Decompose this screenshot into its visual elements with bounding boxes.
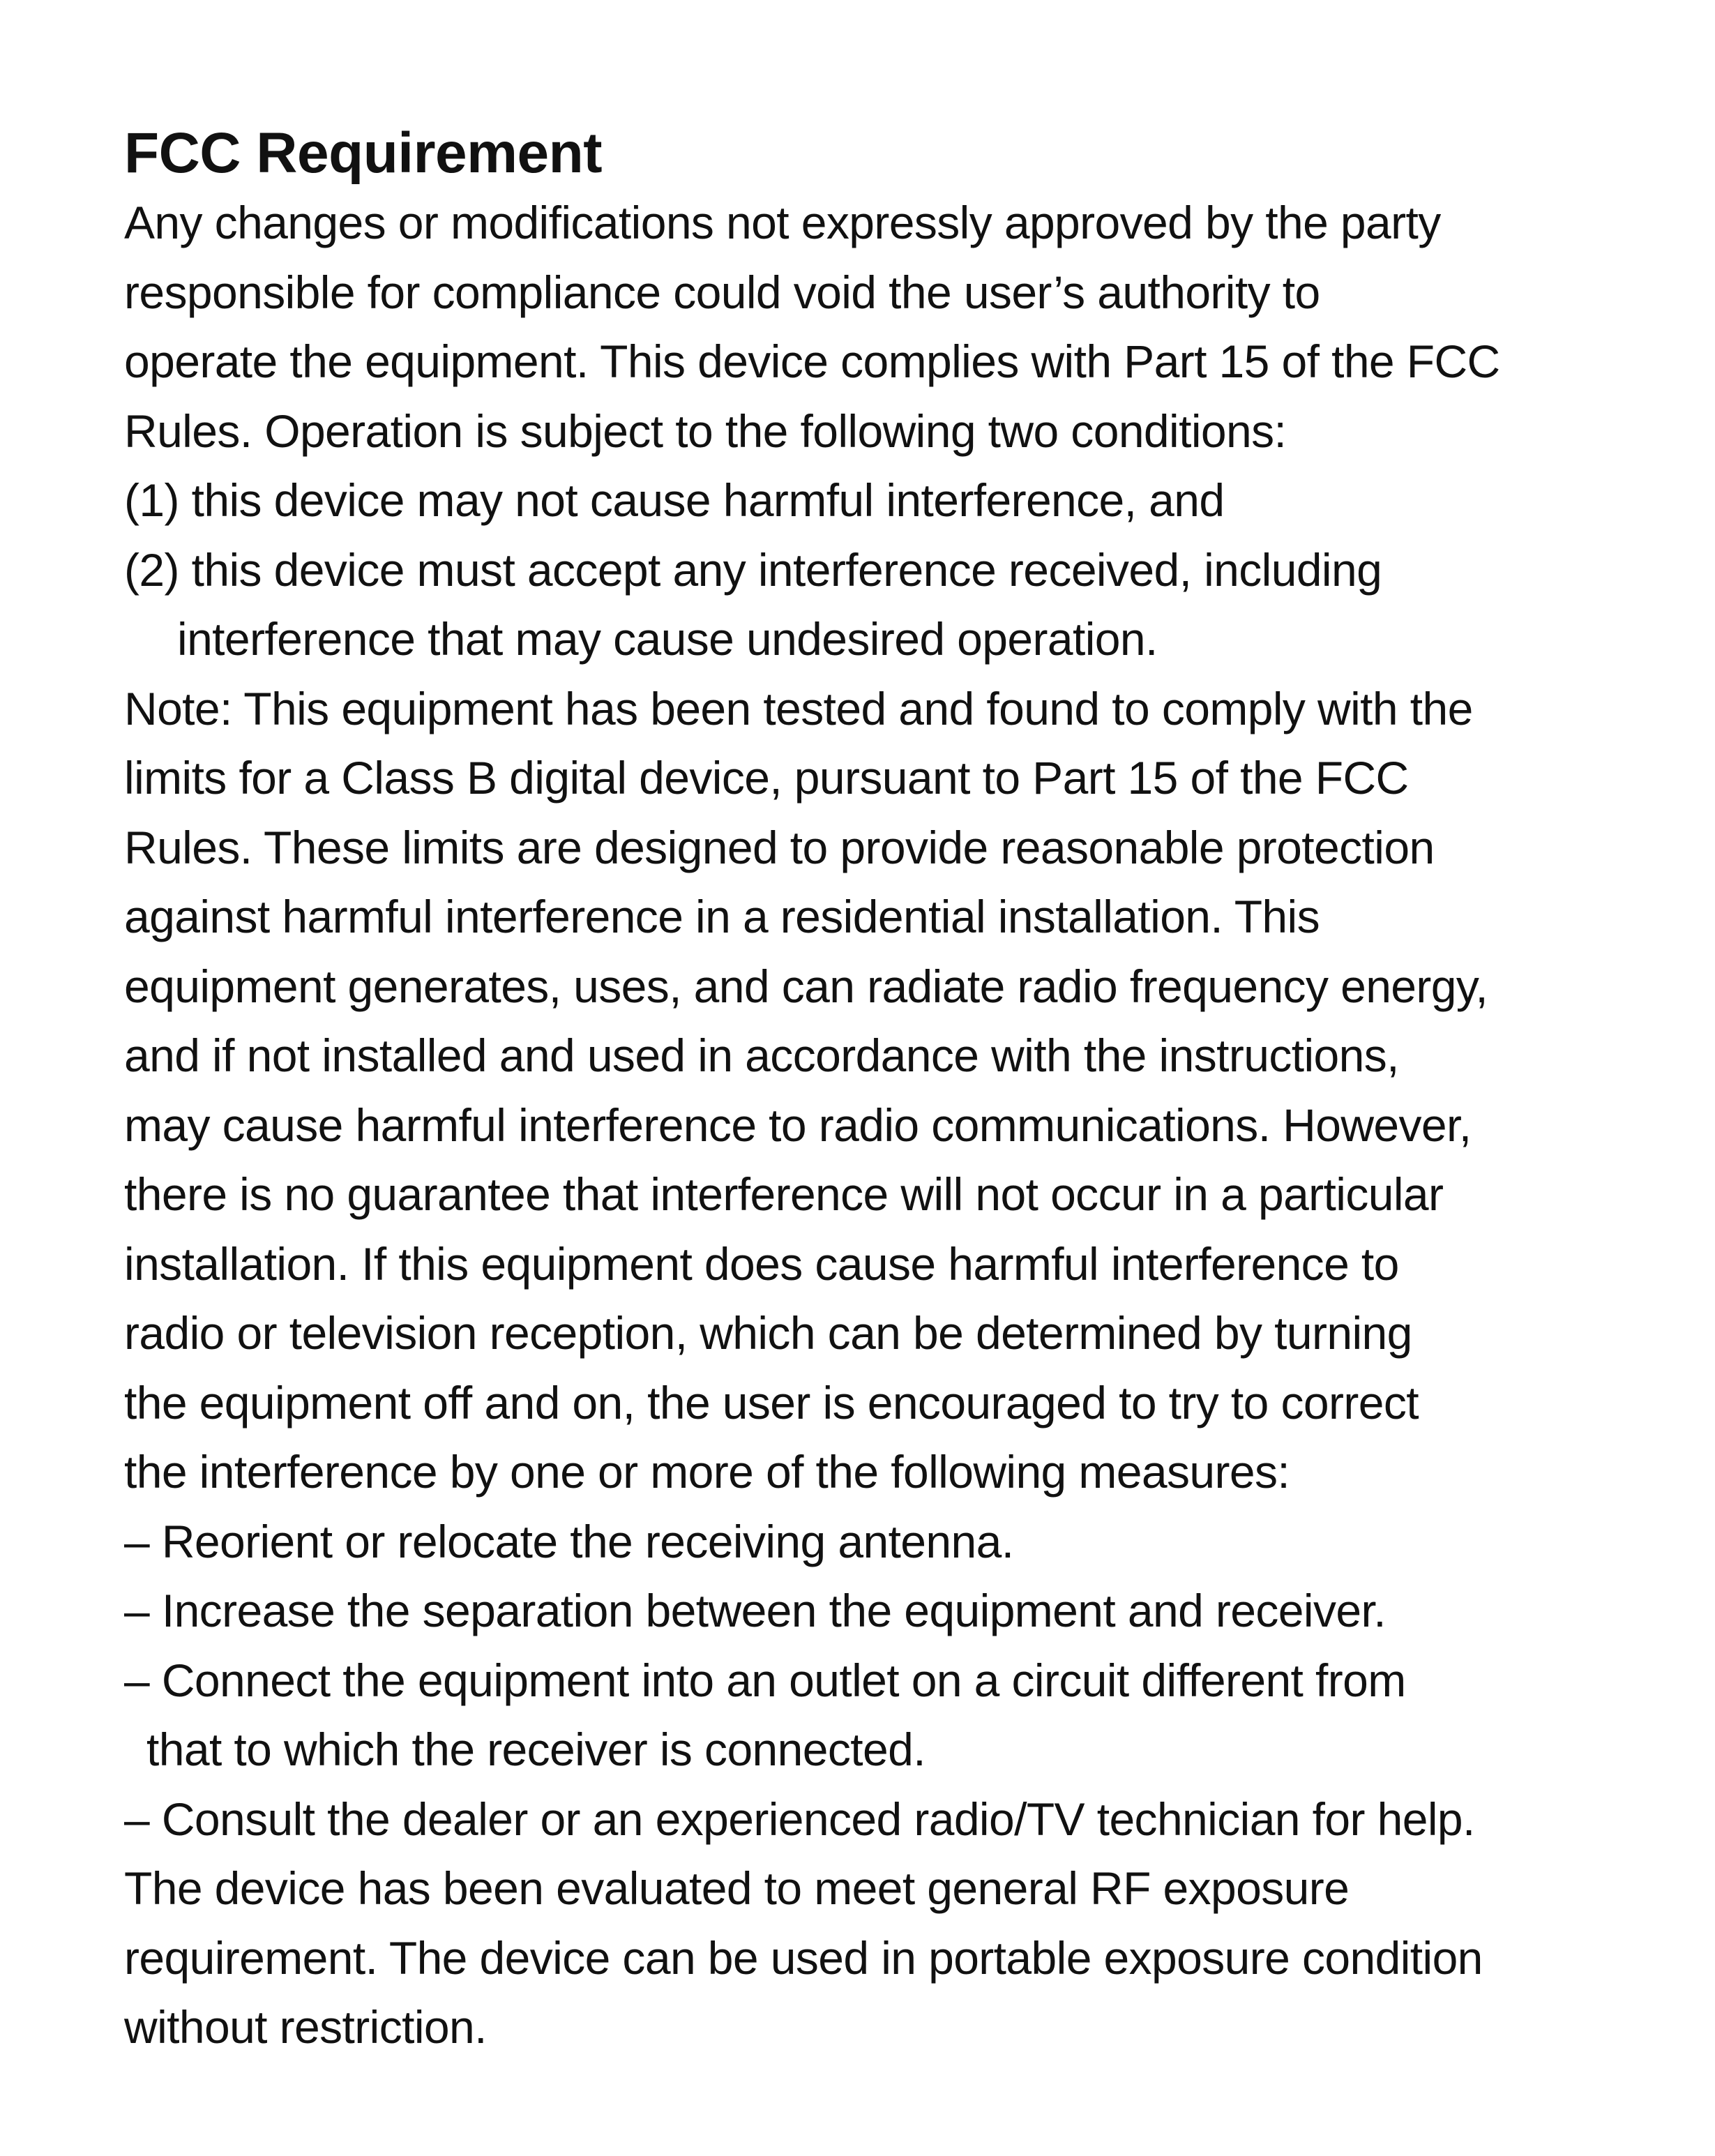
- text-line: responsible for compliance could void the user’s authority to: [124, 266, 1320, 318]
- text-line: and if not installed and used in accordance with the instructions,: [124, 1030, 1399, 1081]
- text-line: requirement. The device can be used in portable exposure condition: [124, 1931, 1483, 1984]
- document-body: [124, 119, 1617, 2063]
- condition-item-2-continued: interference that may cause undesired operation.: [177, 613, 1158, 665]
- text-line: the equipment off and on, the user is encouraged to try to correct: [124, 1376, 1419, 1428]
- text-line: The device has been evaluated to meet general RF exposure: [124, 1862, 1350, 1914]
- text-line: installation. If this equipment does cause harmful interference to: [124, 1237, 1399, 1290]
- condition-item-1: (1) this device may not cause harmful interference, and: [124, 474, 1225, 526]
- measure-item: – Consult the dealer or an experienced radio/TV technician for help.: [124, 1793, 1475, 1845]
- measure-item: – Increase the separation between the equipment and receiver.: [124, 1585, 1386, 1636]
- text-line: Rules. These limits are designed to provide reasonable protection: [124, 821, 1435, 873]
- measure-item: – Reorient or relocate the receiving antenna.: [124, 1515, 1014, 1567]
- measure-item: – Connect the equipment into an outlet on a circuit different from: [124, 1654, 1406, 1706]
- text-line: Rules. Operation is subject to the following two conditions:: [124, 405, 1287, 457]
- text-line: against harmful interference in a residential installation. This: [124, 891, 1320, 942]
- text-line: without restriction.: [124, 2001, 487, 2053]
- measure-item-continued: that to which the receiver is connected.: [146, 1724, 926, 1775]
- text-line: limits for a Class B digital device, pursuant to Part 15 of the FCC: [124, 752, 1409, 804]
- text-line: Any changes or modifications not expressly approved by the party: [124, 197, 1441, 248]
- text-line: there is no guarantee that interference will not occur in a particular: [124, 1168, 1444, 1220]
- text-line: operate the equipment. This device complies with Part 15 of the FCC: [124, 336, 1500, 387]
- text-line: the interference by one or more of the following measures:: [124, 1446, 1290, 1498]
- text-line: radio or television reception, which can be determined by turning: [124, 1307, 1412, 1359]
- page-title: FCC Requirement: [124, 121, 603, 185]
- text-line: equipment generates, uses, and can radiate radio frequency energy,: [124, 960, 1488, 1012]
- text-line: may cause harmful interference to radio communications. However,: [124, 1099, 1472, 1151]
- condition-item-2: (2) this device must accept any interference received, including: [124, 543, 1382, 596]
- note-line: Note: This equipment has been tested and found to comply with the: [124, 682, 1473, 734]
